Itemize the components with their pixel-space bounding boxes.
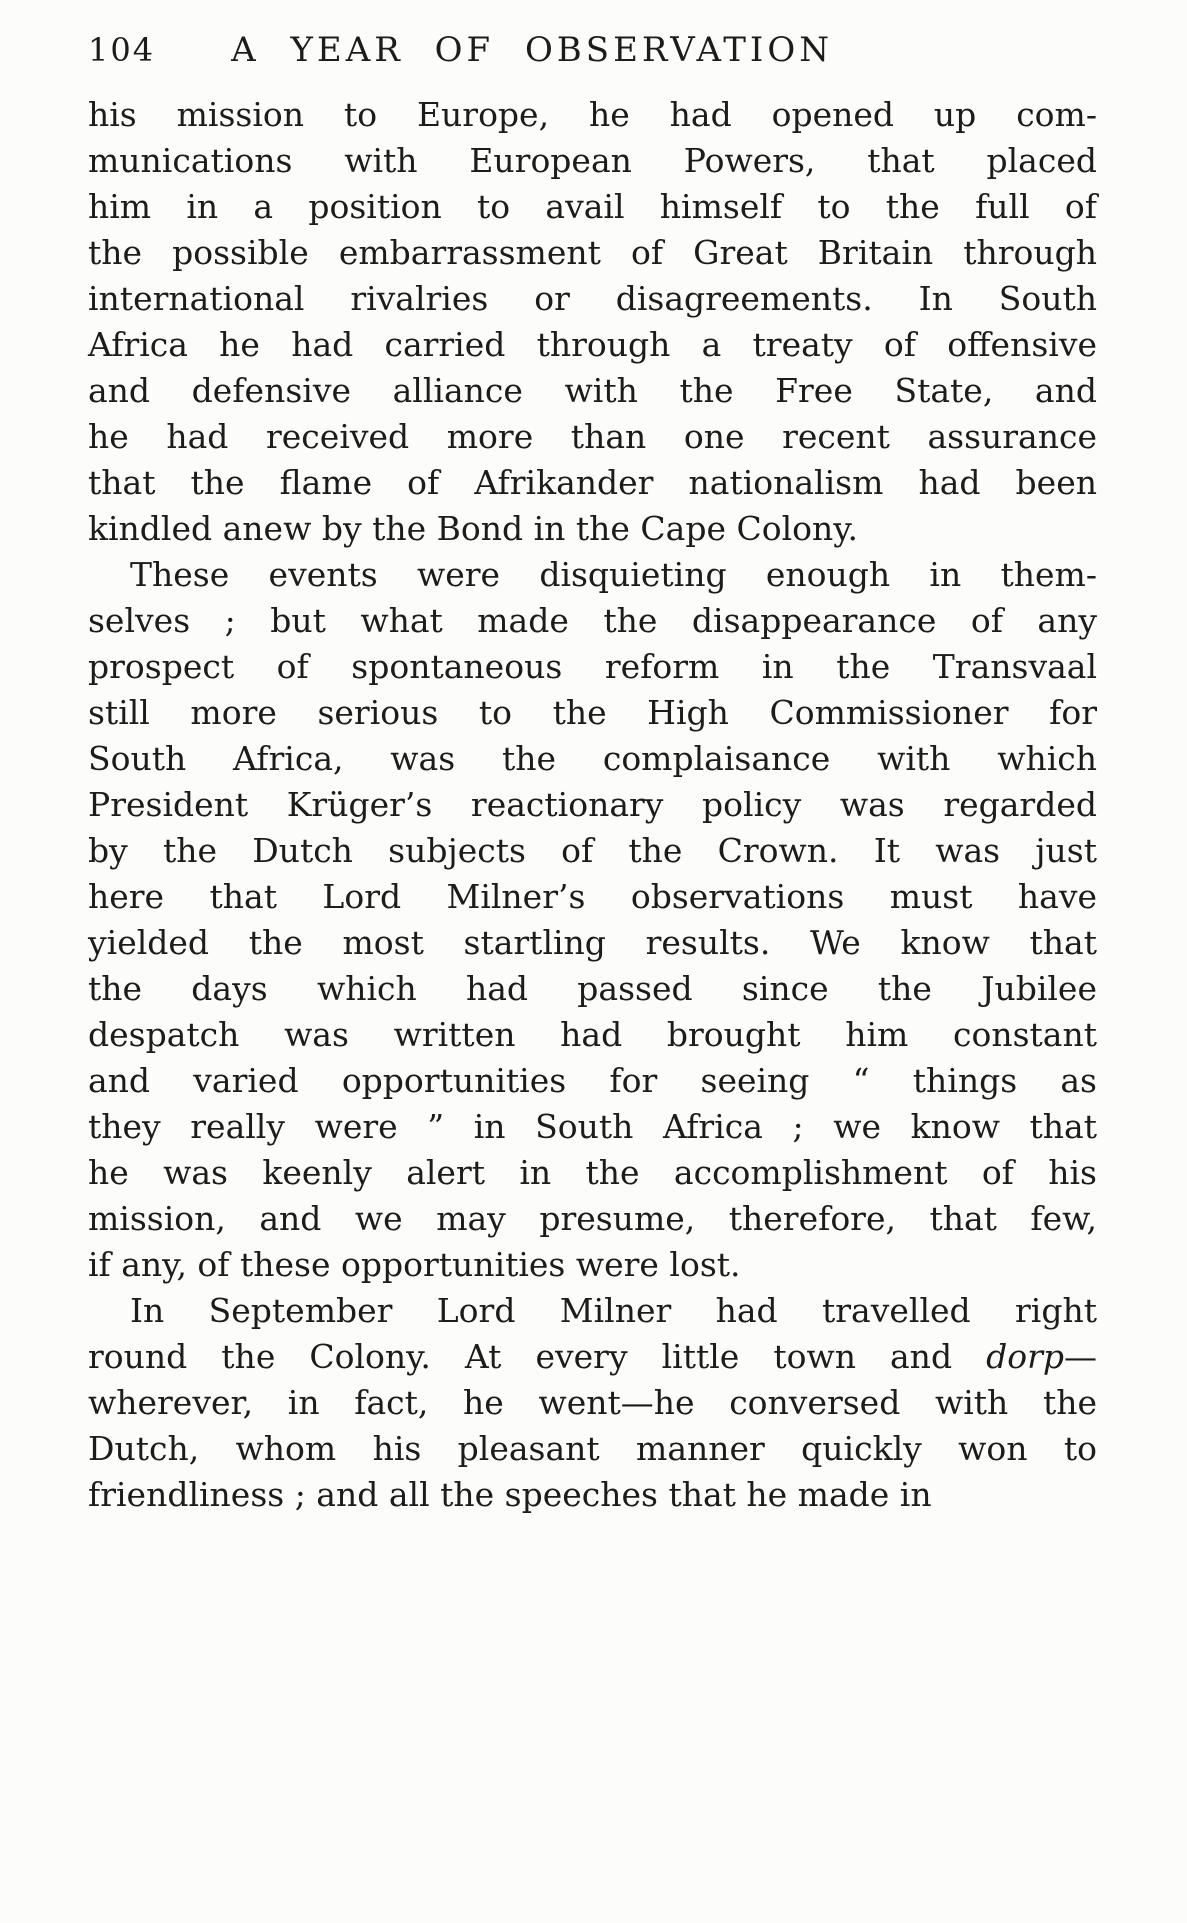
text-segment: that the flame of Afrikander nationalism had been bbox=[88, 463, 1097, 502]
text-segment: if any, of these opportunities were lost. bbox=[88, 1245, 741, 1284]
text-segment: kindled anew by the Bond in the Cape Colony. bbox=[88, 509, 859, 548]
page-header bbox=[88, 30, 1097, 88]
text-segment: him in a position to avail himself to the full of bbox=[88, 187, 1097, 226]
body-text bbox=[88, 92, 1097, 1518]
text-segment: round the Colony. At every little town and bbox=[88, 1337, 987, 1376]
text-line bbox=[88, 1380, 1097, 1426]
text-segment: — bbox=[1064, 1337, 1097, 1376]
text-segment: his mission to Europe, he had opened up com- bbox=[88, 95, 1097, 134]
text-line bbox=[88, 506, 1097, 552]
text-segment: Africa he had carried through a treaty of offensive bbox=[88, 325, 1097, 364]
text-segment: South Africa, was the complaisance with which bbox=[88, 739, 1097, 778]
text-segment: they really were ” in South Africa ; we know that bbox=[88, 1107, 1097, 1146]
text-segment: still more serious to the High Commissioner for bbox=[88, 693, 1097, 732]
text-line bbox=[88, 230, 1097, 276]
text-segment: the possible embarrassment of Great Britain through bbox=[88, 233, 1097, 272]
text-line bbox=[88, 368, 1097, 414]
text-line bbox=[88, 1150, 1097, 1196]
text-segment: These events were disquieting enough in them- bbox=[130, 555, 1097, 594]
text-line bbox=[88, 1196, 1097, 1242]
text-segment: wherever, in fact, he went—he conversed with the bbox=[88, 1383, 1097, 1422]
text-segment: selves ; but what made the disappearance of any bbox=[88, 601, 1097, 640]
text-segment: friendliness ; and all the speeches that he made in bbox=[88, 1475, 932, 1514]
text-line bbox=[88, 1012, 1097, 1058]
text-segment: he had received more than one recent assurance bbox=[88, 417, 1097, 456]
text-segment: he was keenly alert in the accomplishment of his bbox=[88, 1153, 1097, 1192]
text-line bbox=[88, 1472, 1097, 1518]
text-line bbox=[88, 322, 1097, 368]
text-segment: by the Dutch subjects of the Crown. It was just bbox=[88, 831, 1097, 870]
text-segment: international rivalries or disagreements. In South bbox=[88, 279, 1097, 318]
text-line bbox=[88, 874, 1097, 920]
text-line bbox=[88, 1104, 1097, 1150]
text-segment: munications with European Powers, that placed bbox=[88, 141, 1097, 180]
text-segment: yielded the most startling results. We know that bbox=[88, 923, 1097, 962]
text-segment: despatch was written had brought him constant bbox=[88, 1015, 1097, 1054]
text-line bbox=[88, 920, 1097, 966]
text-segment: Dutch, whom his pleasant manner quickly won to bbox=[88, 1429, 1097, 1468]
text-line bbox=[88, 598, 1097, 644]
text-line bbox=[88, 92, 1097, 138]
text-line bbox=[88, 138, 1097, 184]
text-line bbox=[88, 552, 1097, 598]
text-line bbox=[88, 1242, 1097, 1288]
text-segment: President Krüger’s reactionary policy was regarded bbox=[88, 785, 1097, 824]
text-segment: mission, and we may presume, therefore, that few, bbox=[88, 1199, 1097, 1238]
text-line bbox=[88, 828, 1097, 874]
text-segment: In September Lord Milner had travelled right bbox=[130, 1291, 1097, 1330]
text-line bbox=[88, 1426, 1097, 1472]
running-title: A YEAR OF OBSERVATION bbox=[231, 30, 833, 70]
text-segment: the days which had passed since the Jubilee bbox=[88, 969, 1097, 1008]
text-line bbox=[88, 276, 1097, 322]
text-line bbox=[88, 1334, 1097, 1380]
text-line bbox=[88, 782, 1097, 828]
text-line bbox=[88, 460, 1097, 506]
text-line bbox=[88, 690, 1097, 736]
text-segment: prospect of spontaneous reform in the Transvaal bbox=[88, 647, 1097, 686]
text-line bbox=[88, 644, 1097, 690]
text-line bbox=[88, 966, 1097, 1012]
text-segment: and defensive alliance with the Free State, and bbox=[88, 371, 1097, 410]
page-number: 104 bbox=[88, 31, 156, 69]
text-line bbox=[88, 414, 1097, 460]
text-line bbox=[88, 1058, 1097, 1104]
text-line bbox=[88, 184, 1097, 230]
text-segment: here that Lord Milner’s observations must have bbox=[88, 877, 1097, 916]
italic-text-segment: dorp bbox=[986, 1337, 1064, 1376]
text-segment: and varied opportunities for seeing “ things as bbox=[88, 1061, 1097, 1100]
text-line bbox=[88, 1288, 1097, 1334]
text-line bbox=[88, 736, 1097, 782]
